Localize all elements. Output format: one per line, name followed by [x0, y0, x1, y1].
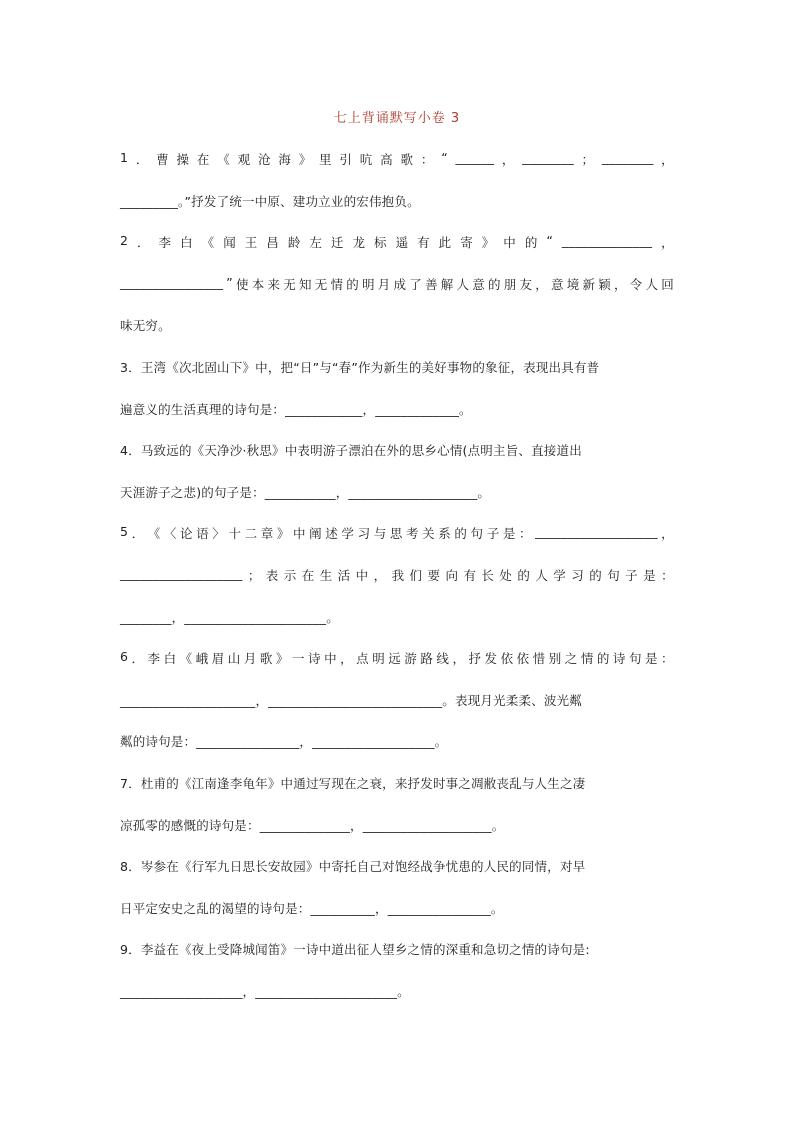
question-7-line-2: 凉孤零的感慨的诗句是：______________，____________________。 — [120, 817, 505, 833]
question-4-line-1: 4．马致远的《天净沙·秋思》中表明游子漂泊在外的思乡心情(点明主旨、直接道出 — [120, 443, 582, 459]
question-3-line-2: 遍意义的生活真理的诗句是：____________，_____________。 — [120, 401, 472, 417]
question-7-line-1: 7．杜甫的《江南逢李龟年》中通过写现在之衰，来抒发时事之凋敝丧乱与人生之凄 — [120, 775, 586, 791]
question-3-line-1: 3．王湾《次北固山下》中，把“日”与“春”作为新生的美好事物的象征，表现出具有普 — [120, 359, 600, 375]
question-6-line-3: 粼的诗句是：________________，___________________。 — [120, 734, 448, 750]
question-5-line-2: ___________________ ； 表 示 在 生 活 中 ， 我 们 要 向 有 长 处 的 人 学 习 的 句 子 是 ： — [120, 565, 674, 583]
question-1-line-2: _________。”抒发了统一中原、建功立业的宏伟抱负。 — [120, 193, 420, 209]
question-9-line-2: ___________________，______________________。 — [120, 983, 410, 999]
question-1-line-1: 1 ． 曹 操 在 《 观 沧 海 》 里 引 吭 高 歌 ： “ ______ ， ________ ； ________ ， — [120, 150, 674, 167]
page-title: 七上背诵默写小卷 3 — [333, 111, 461, 126]
question-5-line-1: 5 ． 《 〈 论 语 〉 十 二 章 》 中 阐 述 学 习 与 思 考 关 系 的 句 子 是 ： ___________________ ， — [120, 524, 674, 542]
question-2-line-1: 2 ． 李 白 《 闻 王 昌 龄 左 迁 龙 标 遥 有 此 寄 》 中 的 “ ______________ ， — [120, 233, 674, 251]
question-2-line-3: 味无穷。 — [120, 318, 171, 334]
question-6-line-1: 6 ． 李 白 《 峨 眉 山 月 歌 》 一 诗 中 ， 点 明 远 游 路 线 ， 抒 发 依 依 惜 别 之 情 的 诗 句 是 ： — [120, 649, 674, 667]
question-list — [120, 150, 674, 1023]
question-6-line-2: _____________________，___________________________。表现月光柔柔、波光粼 — [120, 692, 583, 708]
question-9-line-1: 9．李益在《夜上受降城闻笛》一诗中道出征人望乡之情的深重和急切之情的诗句是: — [120, 942, 590, 958]
question-8-line-2: 日平定安史之乱的渴望的诗句是：__________，________________。 — [120, 900, 504, 916]
question-4-line-2: 天涯游子之悲)的句子是：___________，____________________。 — [120, 484, 491, 500]
question-8-line-1: 8．岑参在《行军九日思长安故园》中寄托自己对饱经战争忧患的人民的同情，对早 — [120, 859, 586, 875]
question-2-line-2: ________________ ” 使 本 来 无 知 无 情 的 明 月 成 了 善 解 人 意 的 朋 友 ， 意 境 新 颖 ， 令 人 回 — [120, 274, 674, 292]
question-5-line-3: ________，______________________。 — [120, 609, 339, 625]
